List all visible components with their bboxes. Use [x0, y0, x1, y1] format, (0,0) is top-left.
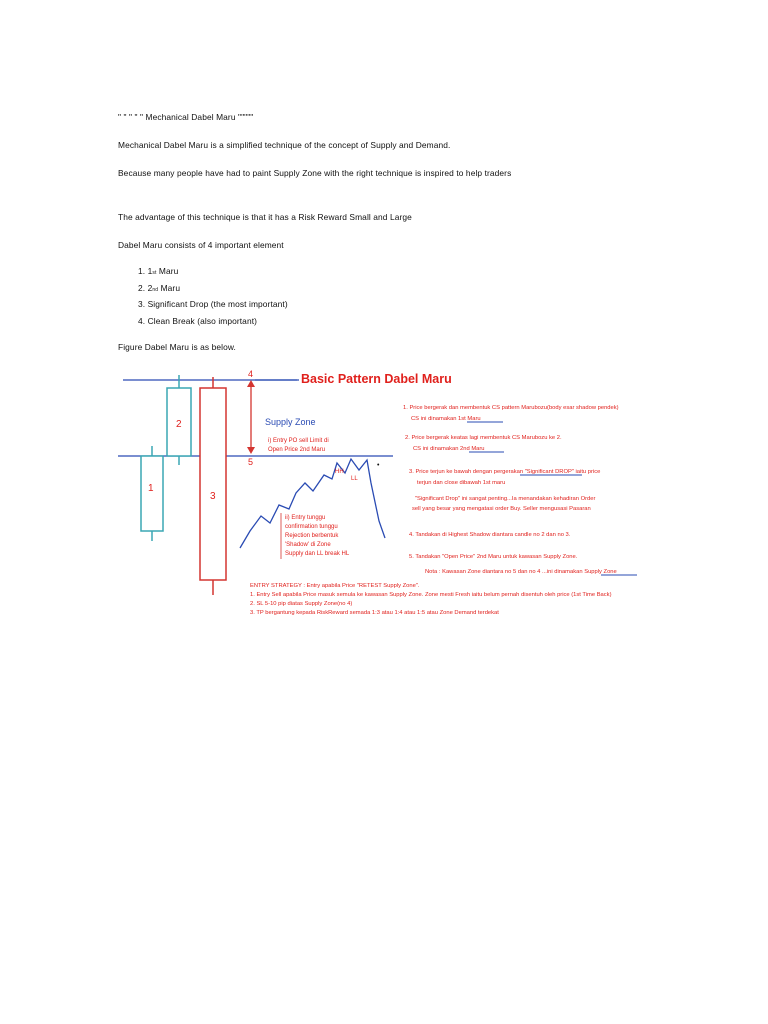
- confirm-note-line: Rejection berbentuk: [285, 533, 339, 539]
- candle-3-body: [200, 388, 226, 580]
- paragraph-5: Figure Dabel Maru is as below.: [118, 342, 236, 352]
- figure-title: Basic Pattern Dabel Maru: [301, 372, 452, 386]
- entry-note-line: i) Entry PO sell Limit di: [268, 438, 329, 444]
- list-ordinal-suffix: nd: [152, 287, 159, 293]
- list-text: Maru: [160, 283, 181, 293]
- step-2: [405, 435, 563, 452]
- step-line: 2. Price bergerak keatas lagi membentuk CS Marubozu ke 2.: [405, 435, 562, 441]
- document-heading: " " " " " Mechanical Dabel Maru """"": [118, 112, 254, 122]
- level-5-label: 5: [248, 457, 254, 467]
- strategy-heading: ENTRY STRATEGY : Entry apabila Price "RETEST Supply Zone".: [250, 583, 420, 589]
- dot-marker: •: [377, 462, 380, 469]
- step-line: CS ini dinamakan 1st Maru: [411, 416, 481, 422]
- zone-arrow-down-head: [247, 447, 255, 454]
- confirm-note-line: confirmation tunggu: [285, 524, 338, 530]
- ll-label: LL: [351, 476, 358, 482]
- list-number: 1.: [138, 266, 146, 276]
- candle-3-label: 3: [210, 491, 216, 502]
- list-item: [138, 316, 257, 326]
- entry-note-line: Open Price 2nd Maru: [268, 447, 326, 453]
- level-4-label: 4: [248, 369, 254, 379]
- confirm-note-line: 'Shadow' di Zone: [285, 542, 331, 548]
- list-ordinal-suffix: st: [152, 270, 157, 276]
- supply-zone-label: Supply Zone: [265, 417, 316, 427]
- strategy-line: 1. Entry Sell apabila Price masuk semula ke kawasan Supply Zone. Zone mesti Fresh iaitu belum pernah disentuh oleh price (1st Time Back): [250, 592, 612, 598]
- confirmation-note: [285, 515, 350, 557]
- step-line: "Significant Drop" ini sangat penting...Ia menandakan kehadiran Order: [415, 496, 596, 502]
- paragraph-3: The advantage of this technique is that it has a Risk Reward Small and Large: [118, 212, 412, 222]
- paragraph-4: Dabel Maru consists of 4 important element: [118, 240, 284, 250]
- confirm-note-line: Supply dan LL break HL: [285, 551, 350, 557]
- list-text: Significant Drop (the most important): [147, 299, 288, 309]
- step-line: 3. Price terjun ke bawah dengan pergerakan "Significant DROP" iaitu price: [409, 469, 601, 475]
- strategy-line: 3. TP bergantung kepada RiskReward semada 1:3 atau 1:4 atau 1:5 atau Zone Demand terdekat: [250, 610, 499, 616]
- list-item: [138, 266, 178, 276]
- strategy-line: 2. SL 5-10 pip diatas Supply Zone(no 4): [250, 601, 353, 607]
- step-5: 5. Tandakan "Open Price" 2nd Maru untuk kawasan Supply Zone.: [409, 554, 578, 560]
- step-3: [409, 469, 602, 486]
- paragraph-1: Mechanical Dabel Maru is a simplified technique of the concept of Supply and Demand.: [118, 140, 451, 150]
- list-text: Maru: [158, 266, 179, 276]
- steps-list: [403, 405, 637, 575]
- list-item: [138, 283, 180, 293]
- confirm-note-line: ii) Entry tunggu: [285, 515, 326, 521]
- step-line: CS ini dinamakan 2nd Maru: [413, 446, 485, 452]
- list-number: 3.: [138, 299, 146, 309]
- list-ordinal: 1: [147, 266, 153, 276]
- step-3-note: [412, 496, 597, 512]
- list-number: 4.: [138, 316, 146, 326]
- entry-note: [268, 438, 330, 453]
- candle-2-label: 2: [176, 419, 182, 430]
- step-line: 1. Price bergerak dan membentuk CS pattern Marubozu(body esar shadow pendek): [403, 405, 619, 411]
- step-line: terjun dan close dibawah 1st maru: [417, 480, 506, 486]
- step-line: sell yang besar yang mengatasi order Buy. Seller mengusasi Pasaran: [412, 506, 591, 512]
- step-4: 4. Tandakan di Highest Shadow diantara candle no 2 dan no 3.: [409, 532, 571, 538]
- entry-strategy: [250, 583, 612, 616]
- hh-label: HH: [335, 469, 344, 475]
- zone-note: Nota : Kawasan Zone diantara no 5 dan no 4 ...ini dinamakan Supply Zone: [425, 569, 617, 575]
- candle-1-label: 1: [148, 483, 154, 494]
- list-text: Clean Break (also important): [147, 316, 258, 326]
- list-number: 2.: [138, 283, 146, 293]
- zone-arrow-up-head: [247, 380, 255, 387]
- list-item: [138, 299, 288, 309]
- dabel-maru-figure: [115, 363, 685, 623]
- step-1: [403, 405, 620, 422]
- list-ordinal: 2: [147, 283, 153, 293]
- paragraph-2: Because many people have had to paint Supply Zone with the right technique is inspired to help traders: [118, 168, 512, 178]
